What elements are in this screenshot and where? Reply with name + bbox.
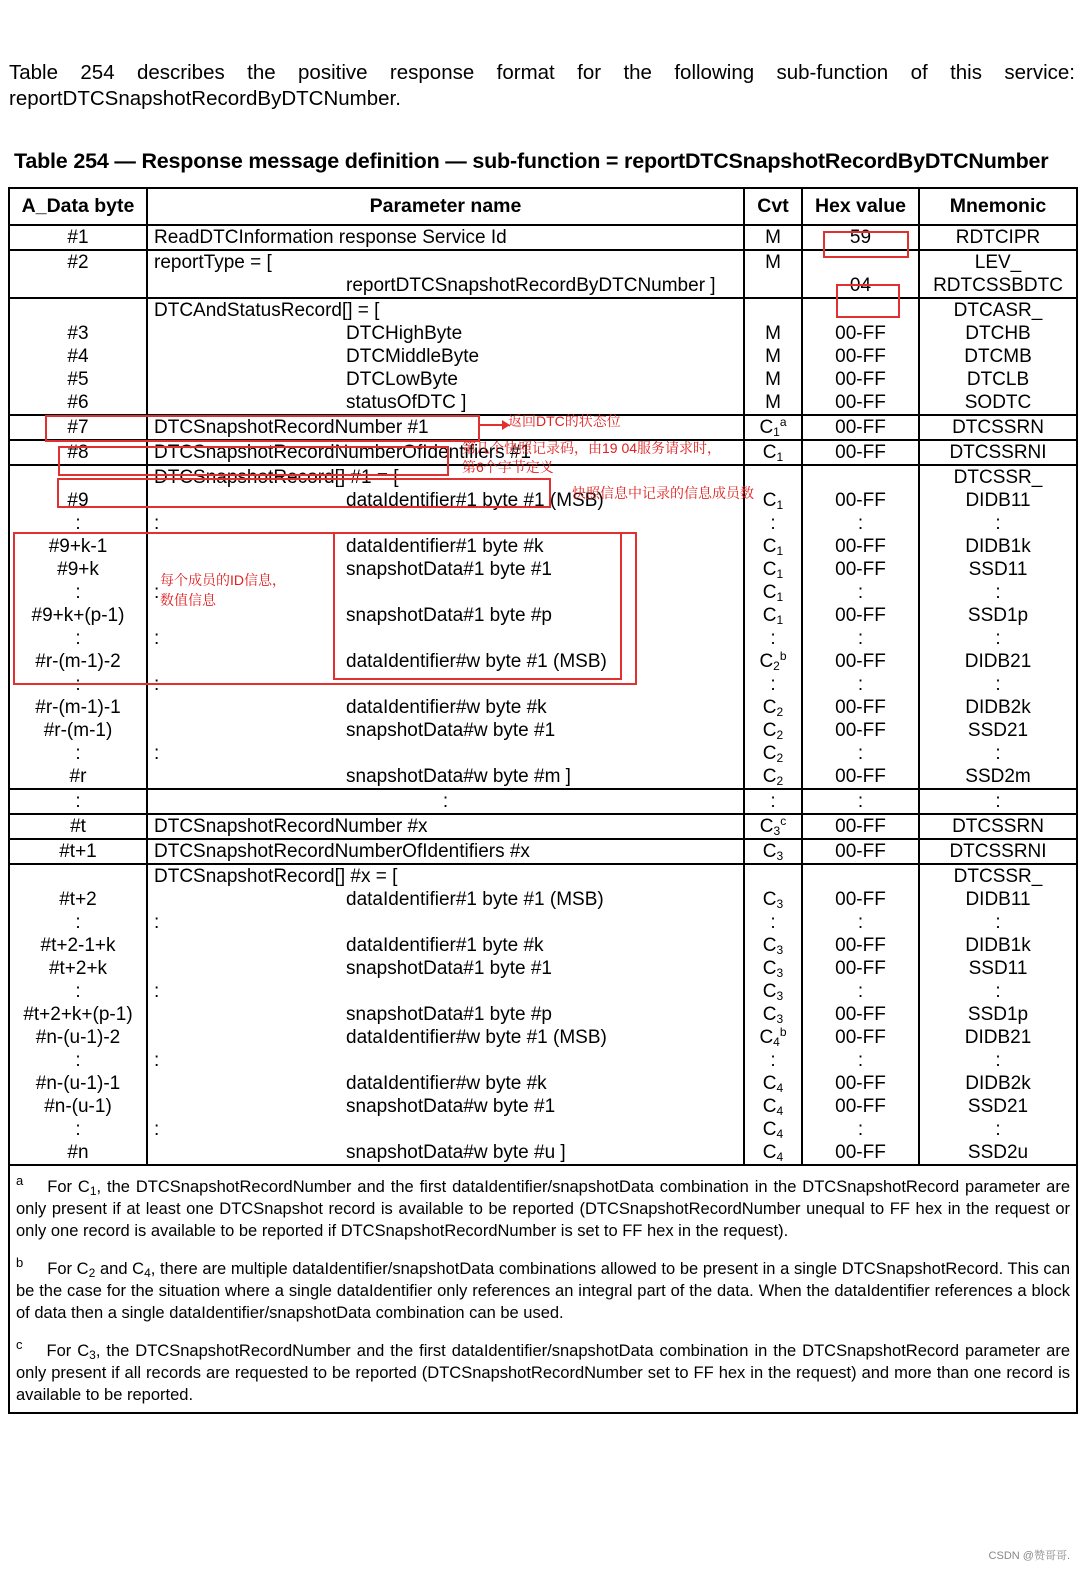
cvt-cell xyxy=(744,814,802,839)
byte-index: #9+k xyxy=(57,559,99,580)
record-number-note-1: 第几个快照记录码，由19 04服务请求时， xyxy=(462,440,722,456)
mnemonic-value: DIDB21 xyxy=(964,651,1032,672)
hex-cell xyxy=(802,415,919,440)
group-title: DTCAndStatusRecord[] = [ xyxy=(154,300,380,321)
parameter-name: snapshotData#w byte #u ] xyxy=(346,1142,566,1163)
cvt-value: $C_2$ xyxy=(762,766,784,788)
ellipsis-mark: : xyxy=(75,791,81,812)
cvt-value: : xyxy=(770,513,776,534)
status-note: 返回DTC的状态位 xyxy=(508,413,621,429)
parameter-name: reportDTCSnapshotRecordByDTCNumber ] xyxy=(346,275,716,296)
hex-value: 00-FF xyxy=(835,369,886,390)
byte-index: #r-(m-1) xyxy=(43,720,113,741)
mnemonic-value: DTCSSRN xyxy=(952,417,1044,438)
cvt-value: M xyxy=(765,346,781,367)
hex-value: 00-FF xyxy=(835,490,886,511)
ellipsis-mark: : xyxy=(995,791,1001,812)
hex-value: : xyxy=(857,981,864,1002)
byte-index xyxy=(10,466,146,489)
cvt-value: $C_3$ xyxy=(762,935,784,957)
mnemonic-value: SSD2m xyxy=(965,766,1031,787)
ellipsis-mark: : xyxy=(442,791,449,812)
record-number-note-2: 第6个字节定义 xyxy=(462,459,554,475)
cvt-value: $C_3^c$ xyxy=(759,814,787,838)
byte-cell xyxy=(9,250,147,298)
cvt-value: $C_2$ xyxy=(762,720,784,742)
byte-index: #9+k-1 xyxy=(48,536,108,557)
mnemonic-value: SSD21 xyxy=(967,720,1029,741)
cvt-value: $C_3$ xyxy=(762,1004,784,1026)
cvt-value: $C_4$ xyxy=(762,1073,784,1095)
parameter-name: : xyxy=(154,674,160,695)
footnotes xyxy=(9,1165,1077,1413)
mnemonic-value: DTCMB xyxy=(964,346,1032,367)
cvt-value: $C_1$ xyxy=(762,605,784,627)
mnemonic-value: SSD11 xyxy=(968,559,1028,580)
byte-index: #n-(u-1)-2 xyxy=(35,1027,121,1048)
mnemonic-value: SSD21 xyxy=(967,1096,1029,1117)
hex-value: 59 xyxy=(849,227,872,248)
cvt-value xyxy=(745,865,801,888)
parameter-cell xyxy=(147,864,744,1165)
mnemonic-value: DTCASR_ xyxy=(953,300,1043,321)
ellipsis-cell xyxy=(802,789,919,814)
cvt-value: $C_2^b$ xyxy=(759,649,787,673)
mnemonic-value: : xyxy=(995,674,1001,695)
byte-index: : xyxy=(75,1050,81,1071)
mnemonic-value: DIDB21 xyxy=(964,1027,1032,1048)
cvt-value: $C_1^a$ xyxy=(759,415,787,439)
parameter-name: : xyxy=(154,981,160,1002)
byte-index: #t+2+k xyxy=(48,958,108,979)
hex-value: 00-FF xyxy=(835,935,886,956)
cvt-cell xyxy=(744,250,802,298)
byte-index: #t+2 xyxy=(59,889,97,910)
byte-cell xyxy=(9,415,147,440)
footnote-mark: b xyxy=(16,1255,24,1270)
mnemonic-value: SODTC xyxy=(964,392,1032,413)
mnemonic-value: DIDB11 xyxy=(965,490,1031,511)
ellipsis-cell xyxy=(9,789,147,814)
hex-value: 00-FF xyxy=(835,841,886,862)
cvt-cell xyxy=(744,465,802,789)
mnemonic-value: RDTCIPR xyxy=(955,227,1041,248)
mnemonic-cell xyxy=(919,415,1077,440)
mnemonic-value: DIDB2k xyxy=(965,1073,1031,1094)
cvt-value: $C_1$ xyxy=(762,559,784,581)
footnote-row xyxy=(9,1165,1077,1413)
cvt-value: : xyxy=(770,674,776,695)
byte-cell xyxy=(9,814,147,839)
hex-value: 00-FF xyxy=(835,442,886,463)
parameter-name: reportType = [ xyxy=(154,252,272,273)
hex-value: 00-FF xyxy=(835,697,886,718)
byte-index: #9+k+(p-1) xyxy=(31,605,125,626)
byte-index: #4 xyxy=(67,346,89,367)
ellipsis-cell xyxy=(919,789,1077,814)
parameter-name: : xyxy=(154,1050,160,1071)
parameter-name: dataIdentifier#w byte #k xyxy=(346,1073,547,1094)
parameter-name: snapshotData#1 byte #p xyxy=(346,1004,552,1025)
hex-value: : xyxy=(857,582,864,603)
mnemonic-value: : xyxy=(995,743,1001,764)
byte-index: : xyxy=(75,912,81,933)
hex-value: : xyxy=(857,513,864,534)
footnote: $^a$ For $C_1$, the DTCSnapshotRecordNumber and the first dataIdentifier/snapshotData combination in the DTCSnapshotRecord parameter are only present if at least one DTCSnapshot record is available to be reported (DTCSnapshotRecordNumber unequal to FF hex in the request or only one record is available to be reported if DTCSnapshotRecordNumber is set to FF hex in the request). xyxy=(16,1173,1071,1240)
mnemonic-value: SSD11 xyxy=(968,958,1028,979)
byte-index: #r-(m-1)-1 xyxy=(35,697,121,718)
hex-value: 00-FF xyxy=(835,651,886,672)
byte-index: : xyxy=(75,1119,81,1140)
hex-value: 00-FF xyxy=(835,1073,886,1094)
cvt-value: $C_4$ xyxy=(762,1096,784,1118)
mnemonic-value: DTCSSRNI xyxy=(949,442,1047,463)
cvt-value: $C_3$ xyxy=(762,841,784,863)
mnemonic-value: DTCSSRN xyxy=(952,816,1044,837)
byte-index: #6 xyxy=(67,392,89,413)
byte-index xyxy=(10,865,146,888)
hex-cell xyxy=(802,864,919,1165)
cvt-value xyxy=(745,299,801,322)
mnemonic-value: SSD1p xyxy=(967,1004,1029,1025)
cvt-cell xyxy=(744,440,802,465)
table-caption: Table 254 — Response message definition — sub-function = reportDTCSnapshotRecordByDTCNumber xyxy=(14,149,1049,173)
mnemonic-value: DTCHB xyxy=(965,323,1031,344)
byte-index: #8 xyxy=(67,442,89,463)
hex-value: 00-FF xyxy=(835,536,886,557)
cvt-value: $C_3$ xyxy=(762,958,784,980)
mnemonic-value: DIDB1k xyxy=(965,536,1031,557)
ellipsis-cell xyxy=(744,789,802,814)
cvt-cell xyxy=(744,298,802,415)
byte-index: #3 xyxy=(67,323,89,344)
mnemonic-value: SSD1p xyxy=(967,605,1029,626)
intro-line-1: Table 254 describes the positive response format for the following sub-function of this service: xyxy=(9,61,1075,84)
byte-index: : xyxy=(75,513,81,534)
parameter-cell xyxy=(147,814,744,839)
mnemonic-value: LEV_ xyxy=(974,252,1022,273)
hex-value: 00-FF xyxy=(835,392,886,413)
hex-value: 00-FF xyxy=(835,559,886,580)
parameter-name: snapshotData#1 byte #1 xyxy=(346,958,552,979)
byte-cell xyxy=(9,225,147,250)
hex-cell xyxy=(802,250,919,298)
header-hex-value: Hex value xyxy=(802,188,919,225)
hex-value: : xyxy=(857,743,864,764)
mnemonic-value: DIDB2k xyxy=(965,697,1031,718)
parameter-name: snapshotData#w byte #1 xyxy=(346,1096,556,1117)
cvt-value: M xyxy=(765,323,781,344)
parameter-name: snapshotData#w byte #1 xyxy=(346,720,556,741)
parameter-cell xyxy=(147,465,744,789)
footnote: $^c$ For $C_3$, the DTCSnapshotRecordNumber and the first dataIdentifier/snapshotData combination in the DTCSnapshotRecord parameter are only present if all records are requested to be reported (DTCSnapshotRecordNumber set to FF hex in the request) and more than one record is available to be reported. xyxy=(16,1337,1070,1404)
hex-value: : xyxy=(857,1050,864,1071)
report-type-row xyxy=(9,250,1077,298)
record-group-row xyxy=(9,298,1077,415)
mnemonic-cell xyxy=(919,864,1077,1165)
hex-value: 00-FF xyxy=(835,1096,886,1117)
hex-cell xyxy=(802,465,919,789)
cvt-value: $C_1$ xyxy=(762,582,784,604)
hex-value: 00-FF xyxy=(835,605,886,626)
hex-value: 00-FF xyxy=(835,1142,886,1163)
group-title: DTCSnapshotRecord[] #x = [ xyxy=(154,866,398,887)
hex-value xyxy=(803,299,918,322)
table-row xyxy=(9,225,1077,250)
mnemonic-value: DTCSSRNI xyxy=(949,841,1047,862)
cvt-value: M xyxy=(765,252,781,273)
byte-index: #r xyxy=(69,766,87,787)
ellipsis-mark: : xyxy=(770,791,776,812)
hex-value: 00-FF xyxy=(835,1027,886,1048)
parameter-name: DTCSnapshotRecordNumber #x xyxy=(154,816,428,837)
cvt-value: M xyxy=(765,369,781,390)
mnemonic-value: DIDB11 xyxy=(965,889,1031,910)
hex-value: : xyxy=(857,628,864,649)
cvt-cell xyxy=(744,839,802,864)
response-definition-table xyxy=(8,187,1078,1414)
byte-index: : xyxy=(75,981,81,1002)
mnemonic-cell xyxy=(919,440,1077,465)
byte-index: #1 xyxy=(67,227,89,248)
mnemonic-cell xyxy=(919,465,1077,789)
cvt-value: $C_4$ xyxy=(762,1119,784,1141)
parameter-name: : xyxy=(154,912,160,933)
mnemonic-value: : xyxy=(995,981,1001,1002)
byte-index: : xyxy=(75,743,81,764)
byte-index: #r-(m-1)-2 xyxy=(35,651,121,672)
byte-cell xyxy=(9,440,147,465)
mnemonic-value: : xyxy=(995,1119,1001,1140)
cvt-value: : xyxy=(770,912,776,933)
mnemonic-cell xyxy=(919,814,1077,839)
byte-index: #t+2-1+k xyxy=(40,935,116,956)
parameter-cell xyxy=(147,250,744,298)
intro-paragraph xyxy=(9,60,1075,112)
cvt-value: M xyxy=(765,392,781,413)
byte-index: #n-(u-1) xyxy=(44,1096,112,1117)
footnote-mark: c xyxy=(16,1337,23,1352)
cvt-cell xyxy=(744,415,802,440)
cvt-value: $C_1$ xyxy=(762,490,784,512)
spacer xyxy=(803,251,918,274)
byte-index: #9 xyxy=(67,490,89,511)
parameter-name: : xyxy=(154,1119,160,1140)
spacer xyxy=(10,274,146,297)
parameter-name: dataIdentifier#1 byte #1 (MSB) xyxy=(346,490,604,511)
hex-value: 00-FF xyxy=(835,1004,886,1025)
mnemonic-cell xyxy=(919,298,1077,415)
byte-index: #5 xyxy=(67,369,89,390)
cvt-value: $C_2$ xyxy=(762,697,784,719)
mnemonic-value: DIDB1k xyxy=(965,935,1031,956)
hex-value: 00-FF xyxy=(835,417,886,438)
parameter-name: : xyxy=(154,628,160,649)
footnote-mark: a xyxy=(16,1173,24,1188)
hex-value xyxy=(803,466,918,489)
cvt-value: $C_4$ xyxy=(762,1142,784,1164)
hex-value: 00-FF xyxy=(835,720,886,741)
parameter-name: dataIdentifier#1 byte #k xyxy=(346,536,544,557)
parameter-name: DTCSnapshotRecordNumberOfIdentifiers #1 xyxy=(154,442,532,463)
header-a-data-byte: A_Data byte xyxy=(9,188,147,225)
record-group-row xyxy=(9,465,1077,789)
cvt-value: $C_3$ xyxy=(762,981,784,1003)
mnemonic-value: RDTCSSBDTC xyxy=(933,275,1063,296)
byte-index: #t+2+k+(p-1) xyxy=(23,1004,133,1025)
cvt-value: $C_2$ xyxy=(762,743,784,765)
parameter-name: : xyxy=(154,743,160,764)
hex-cell xyxy=(802,440,919,465)
hex-cell xyxy=(802,298,919,415)
member-note-2: 数值信息 xyxy=(160,592,216,608)
mnemonic-value: : xyxy=(995,912,1001,933)
parameter-name: : xyxy=(154,513,160,534)
byte-cell xyxy=(9,864,147,1165)
byte-index xyxy=(10,299,146,322)
cvt-cell xyxy=(744,864,802,1165)
spacer xyxy=(745,274,801,297)
parameter-cell xyxy=(147,225,744,250)
parameter-name: : xyxy=(154,582,160,603)
cvt-value: : xyxy=(770,628,776,649)
hex-value: : xyxy=(857,912,864,933)
byte-index: #n-(u-1)-1 xyxy=(35,1073,121,1094)
status-arrow xyxy=(478,424,504,426)
parameter-name: statusOfDTC ] xyxy=(346,392,467,413)
mnemonic-value: : xyxy=(995,513,1001,534)
hex-value: 00-FF xyxy=(835,346,886,367)
byte-index: : xyxy=(75,674,81,695)
hex-value: 00-FF xyxy=(835,816,886,837)
mnemonic-value: : xyxy=(995,1050,1001,1071)
header-parameter-name: Parameter name xyxy=(147,188,744,225)
parameter-cell xyxy=(147,415,744,440)
parameter-name: DTCMiddleByte xyxy=(346,346,480,367)
watermark: CSDN @赞哥哥. xyxy=(988,1550,1070,1562)
cvt-value: M xyxy=(765,227,781,248)
ellipsis-mark: : xyxy=(857,791,864,812)
mnemonic-cell xyxy=(919,225,1077,250)
group-title: DTCSnapshotRecord[] #1 = [ xyxy=(154,467,399,488)
ellipsis-row xyxy=(9,789,1077,814)
cvt-value: : xyxy=(770,1050,776,1071)
cvt-value: $C_1$ xyxy=(762,536,784,558)
mnemonic-value: : xyxy=(995,582,1001,603)
hex-value: 00-FF xyxy=(835,958,886,979)
mnemonic-value: : xyxy=(995,628,1001,649)
hex-value: 00-FF xyxy=(835,766,886,787)
byte-index: #n xyxy=(67,1142,89,1163)
parameter-name: snapshotData#w byte #m ] xyxy=(346,766,571,787)
parameter-name: dataIdentifier#1 byte #1 (MSB) xyxy=(346,889,604,910)
hex-value: 00-FF xyxy=(835,889,886,910)
cvt-value: $C_4^b$ xyxy=(759,1025,787,1049)
parameter-name: dataIdentifier#w byte #1 (MSB) xyxy=(346,651,607,672)
mnemonic-value: DTCSSR_ xyxy=(953,467,1043,488)
hex-value xyxy=(803,865,918,888)
parameter-name: DTCSnapshotRecordNumberOfIdentifiers #x xyxy=(154,841,530,862)
member-note-1: 每个成员的ID信息， xyxy=(160,572,286,588)
parameter-name: dataIdentifier#w byte #1 (MSB) xyxy=(346,1027,607,1048)
parameter-name: DTCHighByte xyxy=(346,323,463,344)
byte-index: : xyxy=(75,628,81,649)
intro-line-2: reportDTCSnapshotRecordByDTCNumber. xyxy=(9,87,401,110)
hex-value: 04 xyxy=(849,275,872,296)
hex-cell xyxy=(802,839,919,864)
record-group-row xyxy=(9,864,1077,1165)
mnemonic-cell xyxy=(919,250,1077,298)
byte-cell xyxy=(9,839,147,864)
cvt-value: $C_3$ xyxy=(762,889,784,911)
mnemonic-value: DTCSSR_ xyxy=(953,866,1043,887)
mnemonic-value: DTCLB xyxy=(966,369,1030,390)
parameter-name: dataIdentifier#1 byte #k xyxy=(346,935,544,956)
byte-cell xyxy=(9,465,147,789)
identifiers-note: 快照信息中记录的信息成员数 xyxy=(572,485,754,501)
byte-index: #2 xyxy=(67,252,89,273)
parameter-cell xyxy=(147,298,744,415)
table-row xyxy=(9,814,1077,839)
byte-index: #t xyxy=(70,816,86,837)
mnemonic-cell xyxy=(919,839,1077,864)
parameter-name: DTCSnapshotRecordNumber #1 xyxy=(154,417,429,438)
cvt-value: $C_1$ xyxy=(762,442,784,464)
hex-value: : xyxy=(857,1119,864,1140)
byte-cell xyxy=(9,298,147,415)
parameter-name: ReadDTCInformation response Service Id xyxy=(154,227,507,248)
mnemonic-value: SSD2u xyxy=(967,1142,1029,1163)
byte-index: #7 xyxy=(67,417,89,438)
byte-index: #t+1 xyxy=(59,841,97,862)
header-cvt: Cvt xyxy=(744,188,802,225)
cvt-cell xyxy=(744,225,802,250)
parameter-name: snapshotData#1 byte #1 xyxy=(346,559,552,580)
header-row xyxy=(9,188,1077,225)
byte-index: : xyxy=(75,582,81,603)
footnote: $^b$ For $C_2$ and $C_4$, there are multiple dataIdentifier/snapshotData combinations allowed to be present in a single DTCSnapshotRecord. This can be the case for the situation where a single dataIdentifier only references an integral part of the data. When the dataIdentifier references a block of data then a single dataIdentifier/snapshotData combination can be used. xyxy=(16,1255,1071,1322)
hex-cell xyxy=(802,814,919,839)
parameter-name: snapshotData#1 byte #p xyxy=(346,605,552,626)
hex-value: 00-FF xyxy=(835,323,886,344)
parameter-name: dataIdentifier#w byte #k xyxy=(346,697,547,718)
parameter-cell xyxy=(147,839,744,864)
hex-value: : xyxy=(857,674,864,695)
ellipsis-cell xyxy=(147,789,744,814)
header-mnemonic: Mnemonic xyxy=(919,188,1077,225)
parameter-name: DTCLowByte xyxy=(346,369,458,390)
table-row xyxy=(9,839,1077,864)
hex-cell xyxy=(802,225,919,250)
